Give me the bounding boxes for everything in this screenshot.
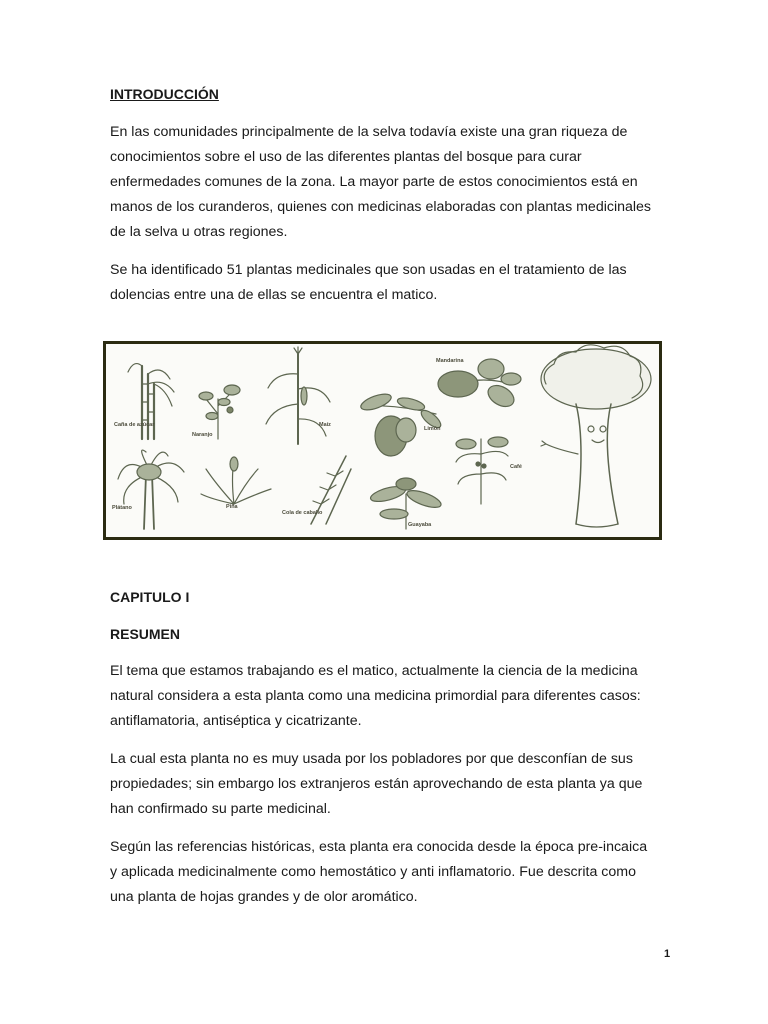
matico-tree-figure (541, 345, 651, 527)
lemon-plant (359, 391, 443, 456)
label-cana: Caña de azúcar (114, 422, 155, 428)
intro-title: INTRODUCCIÓN (110, 86, 219, 102)
label-platano: Plátano (112, 505, 132, 511)
chapter-subtitle: RESUMEN (110, 626, 181, 642)
pineapple-plant (201, 457, 271, 504)
orange-tree-plant (199, 385, 240, 439)
label-cola: Cola de caballo (282, 510, 323, 516)
banana-plant (118, 450, 184, 529)
label-guayaba: Guayaba (408, 522, 432, 528)
summary-paragraph-1: El tema que estamos trabajando es el matico, actualmente la ciencia de la medicina natural considera a esta planta como una medicina primordial para diferentes casos: antiflamatoria, antiséptica y cicatrizante. (110, 663, 641, 729)
chapter-title: CAPITULO I (110, 589, 190, 605)
label-mandarina: Mandarina (436, 358, 464, 364)
plants-drawing (106, 344, 659, 537)
guava-plant (369, 478, 443, 529)
medicinal-plants-illustration (103, 341, 662, 540)
tangerine-plant (438, 359, 521, 411)
label-cafe: Café (510, 464, 522, 470)
label-maiz: Maíz (319, 422, 331, 428)
page-number: 1 (664, 948, 671, 960)
coffee-plant (456, 437, 508, 504)
label-naranjo: Naranjo (192, 432, 213, 438)
corn-plant (266, 347, 330, 444)
label-pina: Piña (226, 504, 238, 510)
intro-paragraph-2: Se ha identificado 51 plantas medicinales que son usadas en el tratamiento de las dolencias entre una de ellas se encuentra el matico. (110, 262, 627, 303)
summary-paragraph-2: La cual esta planta no es muy usada por los pobladores por que desconfían de sus propiedades; sin embargo los extranjeros están aprovechando de esta planta ya que han confirmado su parte medicinal. (110, 751, 643, 817)
summary-paragraph-3: Según las referencias históricas, esta planta era conocida desde la época pre-incaica y aplicada medicinalmente como hemostático y anti inflamatorio. Fue descrita como una planta de hojas grandes y de olor aromático. (110, 839, 648, 905)
intro-paragraph-1: En las comunidades principalmente de la selva todavía existe una gran riqueza de conocimientos sobre el uso de las diferentes plantas del bosque para curar enfermedades comunes de la zona. La mayor parte de estos conocimientos está en manos de los curanderos, quienes con medicinas elaboradas con plantas medicinales de la selva u otras regiones. (110, 124, 652, 240)
label-limon: Limón (424, 426, 441, 432)
